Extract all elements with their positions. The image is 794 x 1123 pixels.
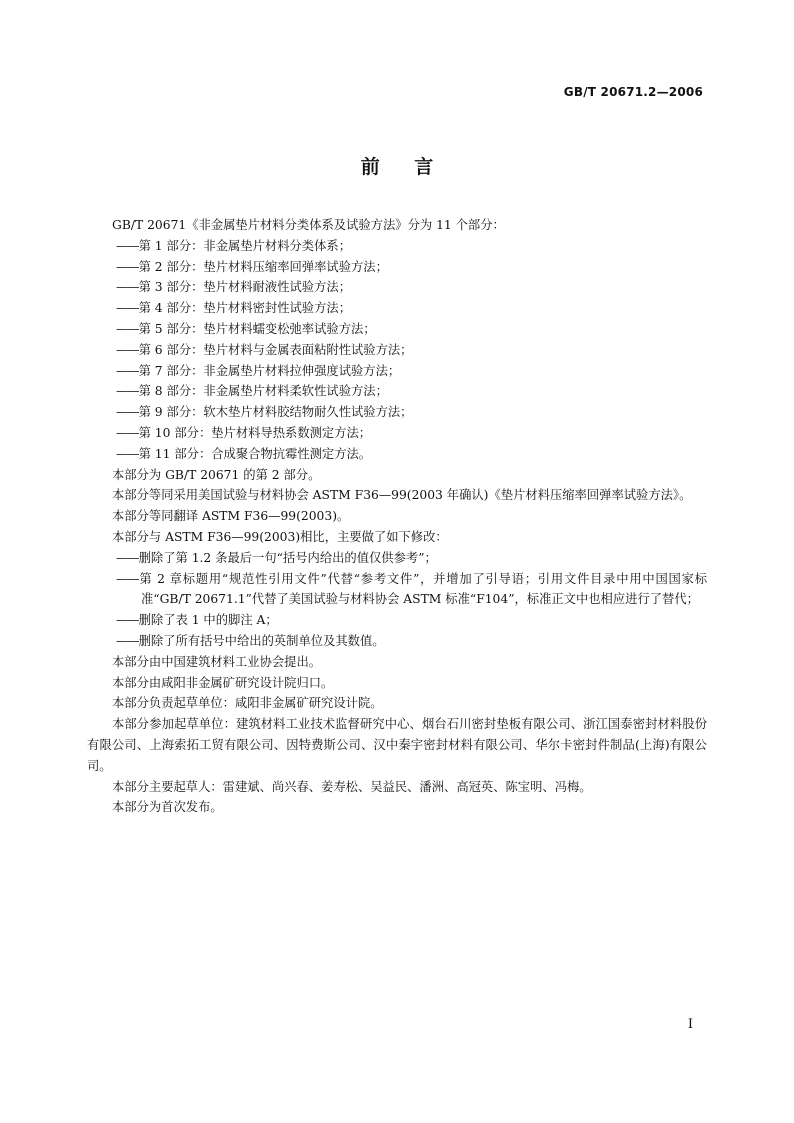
- list-item: —— 第 1 部分：非金属垫片材料分类体系；: [87, 236, 707, 257]
- list-item: —— 第 8 部分：非金属垫片材料柔软性试验方法；: [87, 381, 707, 402]
- list-item: —— 删除了所有括号中给出的英制单位及其数值。: [87, 631, 707, 652]
- paragraph: GB/T 20671《非金属垫片材料分类体系及试验方法》分为 11 个部分：: [112, 218, 505, 232]
- page-title: 前 言: [360, 156, 434, 178]
- list-item: —— 第 9 部分：软木垫片材料胶结物耐久性试验方法；: [87, 402, 707, 423]
- list-item: —— 第 4 部分：垫片材料密封性试验方法；: [87, 298, 707, 319]
- foreword-body: [87, 215, 707, 818]
- list-item: —— 第 5 部分：垫片材料蠕变松弛率试验方法；: [87, 319, 707, 340]
- list-item: —— 删除了表 1 中的脚注 A；: [87, 610, 707, 631]
- paragraph: 本部分负责起草单位：咸阳非金属矿研究设计院。: [112, 696, 383, 711]
- paragraph: 本部分主要起草人：雷建斌、尚兴春、姜寿松、吴益民、潘洲、高冠英、陈宝明、冯梅。: [112, 779, 592, 794]
- paragraph: 本部分为首次发布。: [112, 800, 223, 815]
- list-item: —— 第 6 部分：垫片材料与金属表面粘附性试验方法；: [87, 340, 707, 361]
- paragraph: 本部分等同采用美国试验与材料协会 ASTM F36—99(2003 年确认)《垫片材料压缩率回弹率试验方法》。: [112, 488, 692, 503]
- list-item: —— 第 2 章标题用“规范性引用文件”代替“参考文件”，并增加了引导语；引用文件目录中用中国国家标准“GB/T 20671.1”代替了美国试验与材料协会 ASTM 标准“F104”，标准正文中也相应进行了替代；: [87, 569, 707, 611]
- list-item: —— 第 3 部分：垫片材料耐液性试验方法；: [87, 277, 707, 298]
- page-number: I: [687, 1017, 693, 1032]
- list-item: —— 第 11 部分：合成聚合物抗霉性测定方法。: [87, 444, 707, 465]
- paragraph: 本部分参加起草单位：建筑材料工业技术监督研究中心、烟台石川密封垫板有限公司、浙江国泰密封材料股份有限公司、上海索拓工贸有限公司、因特费斯公司、汉中秦宇密封材料有限公司、华尔卡密封件制品(上海)有限公司。: [87, 717, 707, 773]
- list-item: —— 第 2 部分：垫片材料压缩率回弹率试验方法；: [87, 257, 707, 278]
- paragraph: 本部分由咸阳非金属矿研究设计院归口。: [112, 675, 334, 690]
- paragraph: 本部分等同翻译 ASTM F36—99(2003)。: [112, 509, 350, 524]
- list-item: —— 删除了第 1.2 条最后一句“括号内给出的值仅供参考”；: [87, 548, 707, 569]
- list-item: —— 第 7 部分：非金属垫片材料拉伸强度试验方法；: [87, 361, 707, 382]
- standard-code: GB/T 20671.2—2006: [563, 85, 703, 99]
- paragraph: 本部分与 ASTM F36—99(2003)相比，主要做了如下修改：: [112, 529, 448, 544]
- paragraph: 本部分由中国建筑材料工业协会提出。: [112, 654, 322, 669]
- paragraph: 本部分为 GB/T 20671 的第 2 部分。: [112, 467, 321, 482]
- list-item: —— 第 10 部分：垫片材料导热系数测定方法；: [87, 423, 707, 444]
